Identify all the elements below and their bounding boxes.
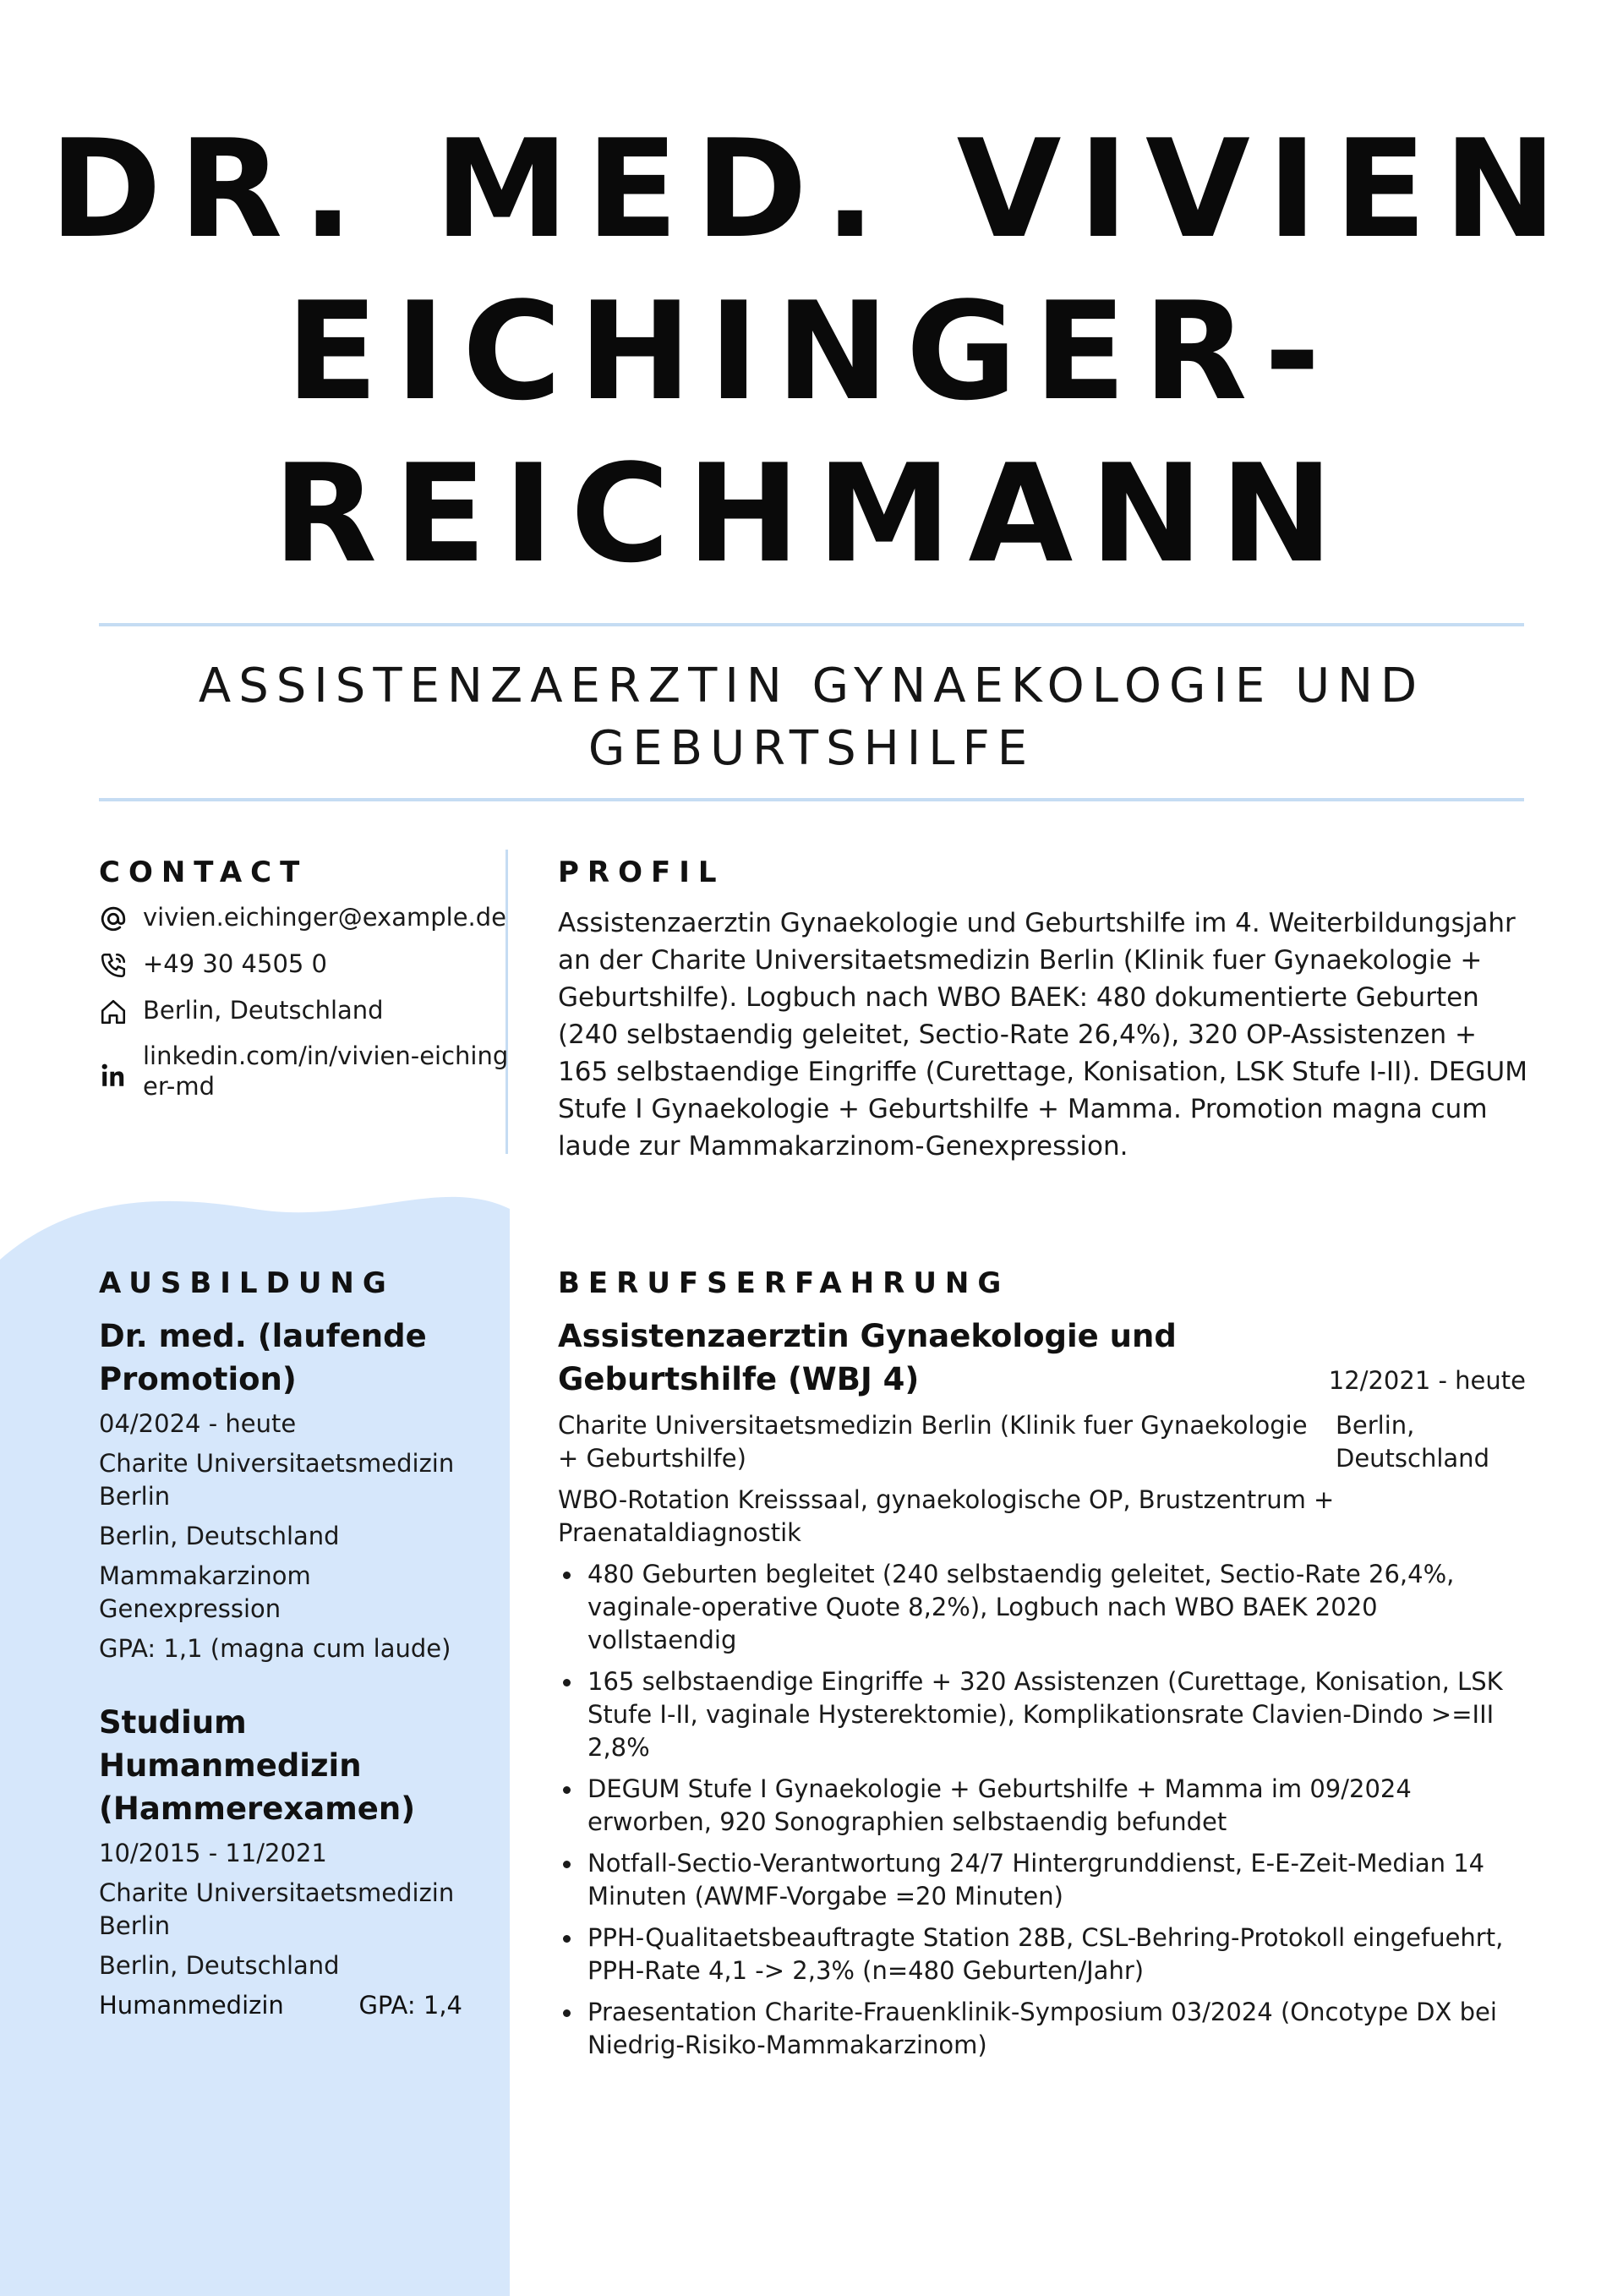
contact-list [99, 901, 510, 1116]
contact-location-text: Berlin, Deutschland [143, 996, 384, 1025]
experience-bullet: Praesentation Charite-Frauenklinik-Symposium 03/2024 (Oncotype DX bei Niedrig-Risiko-Mammakarzinom) [558, 1996, 1526, 2062]
experience-bullet: Notfall-Sectio-Verantwortung 24/7 Hintergrunddienst, E-E-Zeit-Median 14 Minuten (AWMF-Vorgabe =20 Minuten) [558, 1847, 1526, 1913]
experience-entry [558, 1315, 1526, 2062]
name-line-3: REICHMANN [272, 435, 1351, 593]
education-field: Humanmedizin [99, 1991, 284, 2020]
contact-phone-text: +49 30 4505 0 [143, 949, 328, 978]
contact-phone[interactable] [99, 948, 510, 980]
berufserfahrung-section-title: BERUFSERFAHRUNG [558, 1266, 1010, 1300]
experience-dates: 12/2021 - heute [1328, 1366, 1526, 1395]
experience-bullet: 480 Geburten begleitet (240 selbstaendig geleitet, Sectio-Rate 26,4%, vaginale-operative Quote 8,2%), Logbuch nach WBO BAEK 2020 vollstaendig [558, 1558, 1526, 1657]
name-line-2: EICHINGER- [286, 272, 1337, 430]
education-gpa: GPA: 1,1 (magna cum laude) [99, 1634, 451, 1663]
name-line-1: DR. MED. VIVIEN [49, 110, 1574, 268]
experience-bullet: PPH-Qualitaetsbeauftragte Station 28B, CSL-Behring-Protokoll eingefuehrt, PPH-Rate 4,1 -> 2,3% (n=480 Geburten/Jahr) [558, 1922, 1526, 1987]
header-divider-bottom [99, 798, 1524, 801]
phone-icon [99, 951, 128, 980]
education-institution: Charite Universitaetsmedizin Berlin [99, 1878, 455, 1940]
contact-email-text: vivien.eichinger@example.de [143, 903, 507, 932]
education-location: Berlin, Deutschland [99, 1522, 340, 1550]
profil-section-title: PROFIL [558, 856, 725, 889]
experience-list [558, 1315, 1526, 2070]
linkedin-icon [99, 1061, 128, 1090]
profil-text: Assistenzaerztin Gynaekologie und Geburtshilfe im 4. Weiterbildungsjahr an der Charite Universitaetsmedizin Berlin (Klinik fuer Gynaekologie + Geburtshilfe). Logbuch nach WBO BAEK: 480 dokumentierte Geburten (240 selbstaendig geleitet, Sectio-Rate 26,4%), 320 OP-Assistenzen + 165 selbstaendige Eingriffe (Curettage, Konisation, LSK Stufe I-II). DEGUM Stufe I Gynaekologie + Geburtshilfe + Mamma. Promotion magna cum laude zur Mammakarzinom-Genexpression. [558, 908, 1527, 1162]
education-field-gpa-row [99, 1989, 462, 2022]
education-location: Berlin, Deutschland [99, 1951, 340, 1980]
contact-location [99, 994, 510, 1026]
experience-description: WBO-Rotation Kreisssaal, gynaekologische OP, Brustzentrum + Praenataldiagnostik [558, 1485, 1335, 1547]
education-gpa: GPA: 1,4 [358, 1991, 462, 2020]
at-icon [99, 905, 128, 933]
job-title [0, 655, 1623, 780]
experience-title: Assistenzaerztin Gynaekologie und Geburtshilfe (WBJ 4) [558, 1318, 1177, 1397]
contact-linkedin[interactable] [99, 1041, 510, 1102]
experience-bullet: DEGUM Stufe I Gynaekologie + Geburtshilfe + Mamma im 09/2024 erworben, 920 Sonographien selbstaendig befundet [558, 1773, 1526, 1839]
education-field: Mammakarzinom Genexpression [99, 1561, 311, 1623]
job-title-line-2: GEBURTSHILFE [587, 721, 1036, 776]
contact-linkedin-text: linkedin.com/in/vivien-eichinger-md [143, 1041, 509, 1101]
education-institution: Charite Universitaetsmedizin Berlin [99, 1449, 455, 1511]
candidate-name [0, 108, 1623, 595]
job-title-line-1: ASSISTENZAERZTIN GYNAEKOLOGIE UND [198, 659, 1425, 713]
education-list [99, 1315, 479, 2022]
education-dates: 10/2015 - 11/2021 [99, 1839, 327, 1867]
education-entry [99, 1701, 479, 2022]
education-entry [99, 1315, 479, 1665]
experience-bullet: 165 selbstaendige Eingriffe + 320 Assistenzen (Curettage, Konisation, LSK Stufe I-II, vaginale Hysterektomie), Komplikationsrate Clavien-Dindo >=III 2,8% [558, 1665, 1526, 1764]
education-dates: 04/2024 - heute [99, 1409, 297, 1438]
contact-section-title: CONTACT [99, 856, 309, 889]
education-degree: Dr. med. (laufende Promotion) [99, 1318, 427, 1397]
ausbildung-section-title: AUSBILDUNG [99, 1266, 395, 1300]
contact-email[interactable] [99, 901, 510, 933]
experience-location: Berlin, Deutschland [1336, 1411, 1489, 1473]
experience-organization: Charite Universitaetsmedizin Berlin (Klinik fuer Gynaekologie + Geburtshilfe) [558, 1411, 1308, 1473]
home-icon [99, 998, 128, 1026]
header-divider-top [99, 623, 1524, 626]
education-degree: Studium Humanmedizin (Hammerexamen) [99, 1704, 416, 1827]
experience-bullets [558, 1558, 1526, 2062]
